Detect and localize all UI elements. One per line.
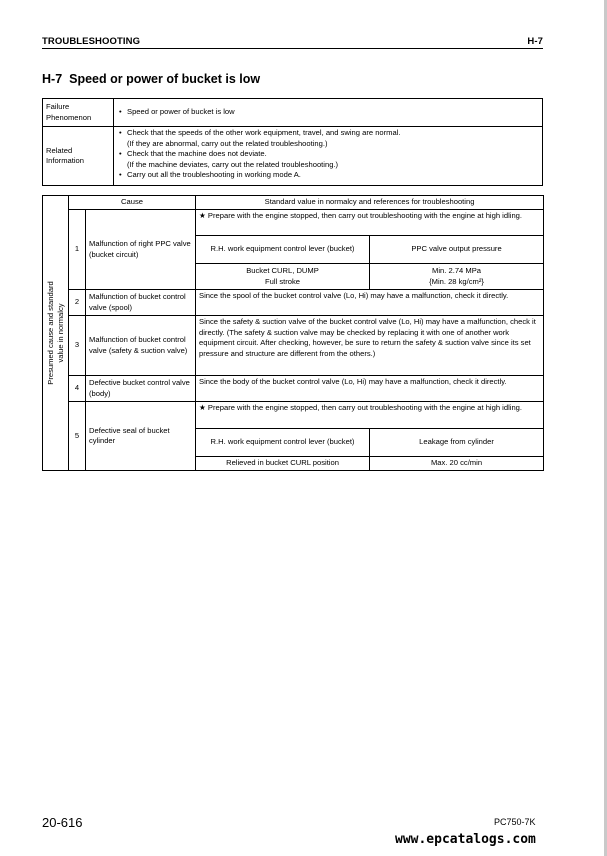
cause-number: 2: [69, 290, 86, 316]
cause-number: 5: [69, 402, 86, 471]
side-label: Presumed cause and standard value in normalcy: [45, 281, 65, 385]
related-line: Carry out all the troubleshooting in working mode A.: [127, 170, 301, 179]
col2-value-line: {Min. 28 kg/cm²}: [429, 276, 484, 286]
cause-text: Defective bucket control valve (body): [86, 376, 196, 402]
side-label-cell: [43, 196, 69, 471]
cause-detail: Since the body of the bucket control valve (Lo, Hi) may have a malfunction, check it directly.: [196, 376, 544, 402]
failure-text: Speed or power of bucket is low: [127, 107, 235, 117]
cause-number: 1: [69, 210, 86, 290]
header-rule: [42, 48, 543, 49]
related-line: (If the machine deviates, carry out the related troubleshooting.): [127, 159, 339, 169]
model-code: PC750-7K: [494, 817, 536, 827]
cause-note: ★ Prepare with the engine stopped, then carry out troubleshooting with the engine at high idling.: [196, 402, 543, 428]
col1-value-line: Bucket CURL, DUMP: [246, 266, 319, 275]
cause-text: Malfunction of bucket control valve (spool): [86, 290, 196, 316]
cause-text: Malfunction of bucket control valve (safety & suction valve): [86, 316, 196, 376]
related-cell: • Check that the speeds of the other work equipment, travel, and swing are normal. (If they are abnormal, carry out the related troubleshooting.) • Check that the machine does not deviate. (If the machine deviates, carry out the related troubleshooting.) • Carry out all the troubleshooting in working mode A.: [114, 127, 543, 186]
failure-cell: • Speed or power of bucket is low: [114, 99, 543, 127]
cause-number: 4: [69, 376, 86, 402]
page-title: [42, 72, 260, 86]
info-table: [42, 98, 543, 186]
col2-head: Leakage from cylinder: [370, 428, 544, 456]
related-line: (If they are abnormal, carry out the related troubleshooting.): [127, 138, 328, 148]
cause-sub-table: [196, 402, 543, 470]
cause-sub-table-cell: [196, 402, 544, 471]
cause-table: [42, 195, 544, 471]
page-number: 20-616: [42, 815, 83, 830]
col1-value: [196, 264, 370, 290]
head-standard: Standard value in normalcy and references for troubleshooting: [196, 196, 544, 210]
page-header: [42, 36, 543, 48]
cause-note: ★ Prepare with the engine stopped, then carry out troubleshooting with the engine at high idling.: [196, 210, 544, 236]
col2-value: Max. 20 cc/min: [370, 456, 544, 470]
col1-head: R.H. work equipment control lever (bucket): [196, 236, 370, 264]
related-line: Check that the speeds of the other work equipment, travel, and swing are normal.: [127, 128, 401, 137]
title-code: H-7: [42, 72, 63, 86]
col1-value-line: Full stroke: [265, 276, 301, 286]
col1-head: R.H. work equipment control lever (bucket): [196, 428, 370, 456]
title-text: Speed or power of bucket is low: [69, 72, 261, 86]
head-cause: Cause: [69, 196, 196, 210]
failure-label: Failure Phenomenon: [43, 99, 114, 127]
cause-number: 3: [69, 316, 86, 376]
related-line: Check that the machine does not deviate.: [127, 149, 267, 158]
cause-text: Defective seal of bucket cylinder: [86, 402, 196, 471]
col2-head: PPC valve output pressure: [370, 236, 544, 264]
related-label: Related Information: [43, 127, 114, 186]
header-section: TROUBLESHOOTING: [42, 36, 141, 47]
col1-value: Relieved in bucket CURL position: [196, 456, 370, 470]
cause-text: Malfunction of right PPC valve (bucket circuit): [86, 210, 196, 290]
header-code: H-7: [527, 36, 543, 47]
col2-value: [370, 264, 544, 290]
col2-value-line: Min. 2.74 MPa: [432, 266, 481, 275]
cause-detail: Since the spool of the bucket control valve (Lo, Hi) may have a malfunction, check it directly.: [196, 290, 544, 316]
cause-detail: Since the safety & suction valve of the bucket control valve (Lo, Hi) may have a malfunction, check it directly. (The safety & suction valve may be checked by replacing it with one of another work equipment circuit. After checking, however, be sure to return the safety & suction valve since its set pressure and structure are different from the others.): [196, 316, 544, 376]
source-url[interactable]: www.epcatalogs.com: [395, 832, 536, 847]
